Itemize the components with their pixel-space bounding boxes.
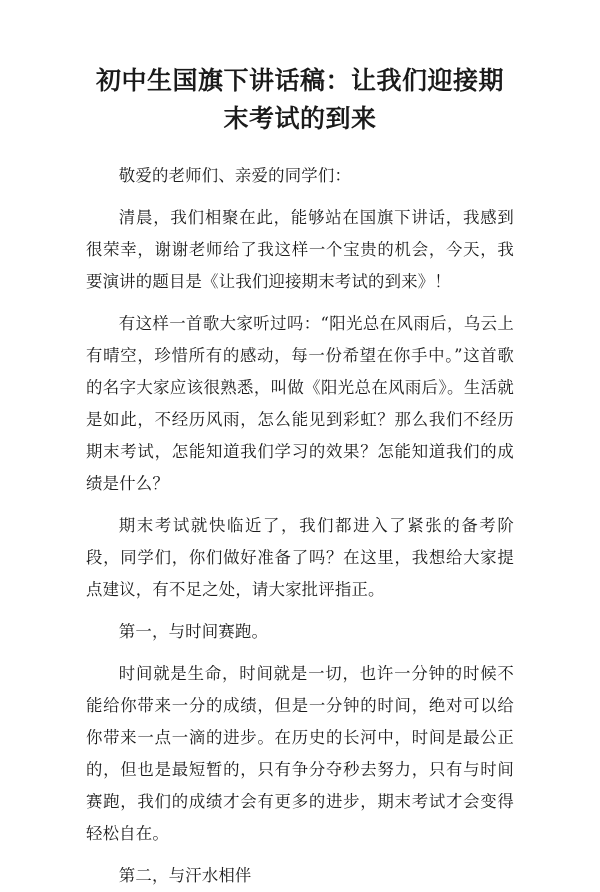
paragraph-salutation: 敬爱的老师们、亲爱的同学们： xyxy=(118,166,352,185)
paragraph-point-one: 第一，与时间赛跑。 xyxy=(118,622,269,641)
document-body xyxy=(86,160,514,892)
paragraph-intro: 清晨，我们相聚在此，能够站在国旗下讲话，我感到很荣幸，谢谢老师给了我这样一个宝贵的机会，今天，我要演讲的题目是《让我们迎接期末考试的到来》！ xyxy=(86,208,514,291)
document-title: 初中生国旗下讲话稿：让我们迎接期末考试的到来 xyxy=(95,66,504,133)
paragraph-point-two: 第二，与汗水相伴 xyxy=(118,866,252,885)
paragraph-exam-approach: 期末考试就快临近了，我们都进入了紧张的备考阶段，同学们，你们做好准备了吗？在这里，我想给大家提点建议，有不足之处，请大家批评指正。 xyxy=(86,516,514,599)
paragraph-time: 时间就是生命，时间就是一切，也许一分钟的时候不能给你带来一分的成绩，但是一分钟的时间，绝对可以给你带来一点一滴的进步。在历史的长河中，时间是最公正的，但也是最短暂的，只有争分夺秒去努力，只有与时间赛跑，我们的成绩才会有更多的进步，期末考试才会变得轻松自在。 xyxy=(86,664,514,843)
paragraph-song: 有这样一首歌大家听过吗：“阳光总在风雨后，乌云上有晴空，珍惜所有的感动，每一份希望在你手中。”这首歌的名字大家应该很熟悉，叫做《阳光总在风雨后》。生活就是如此，不经历风雨，怎么能见到彩虹？那么我们不经历期末考试，怎能知道我们学习的效果？怎能知道我们的成绩是什么？ xyxy=(86,314,514,493)
